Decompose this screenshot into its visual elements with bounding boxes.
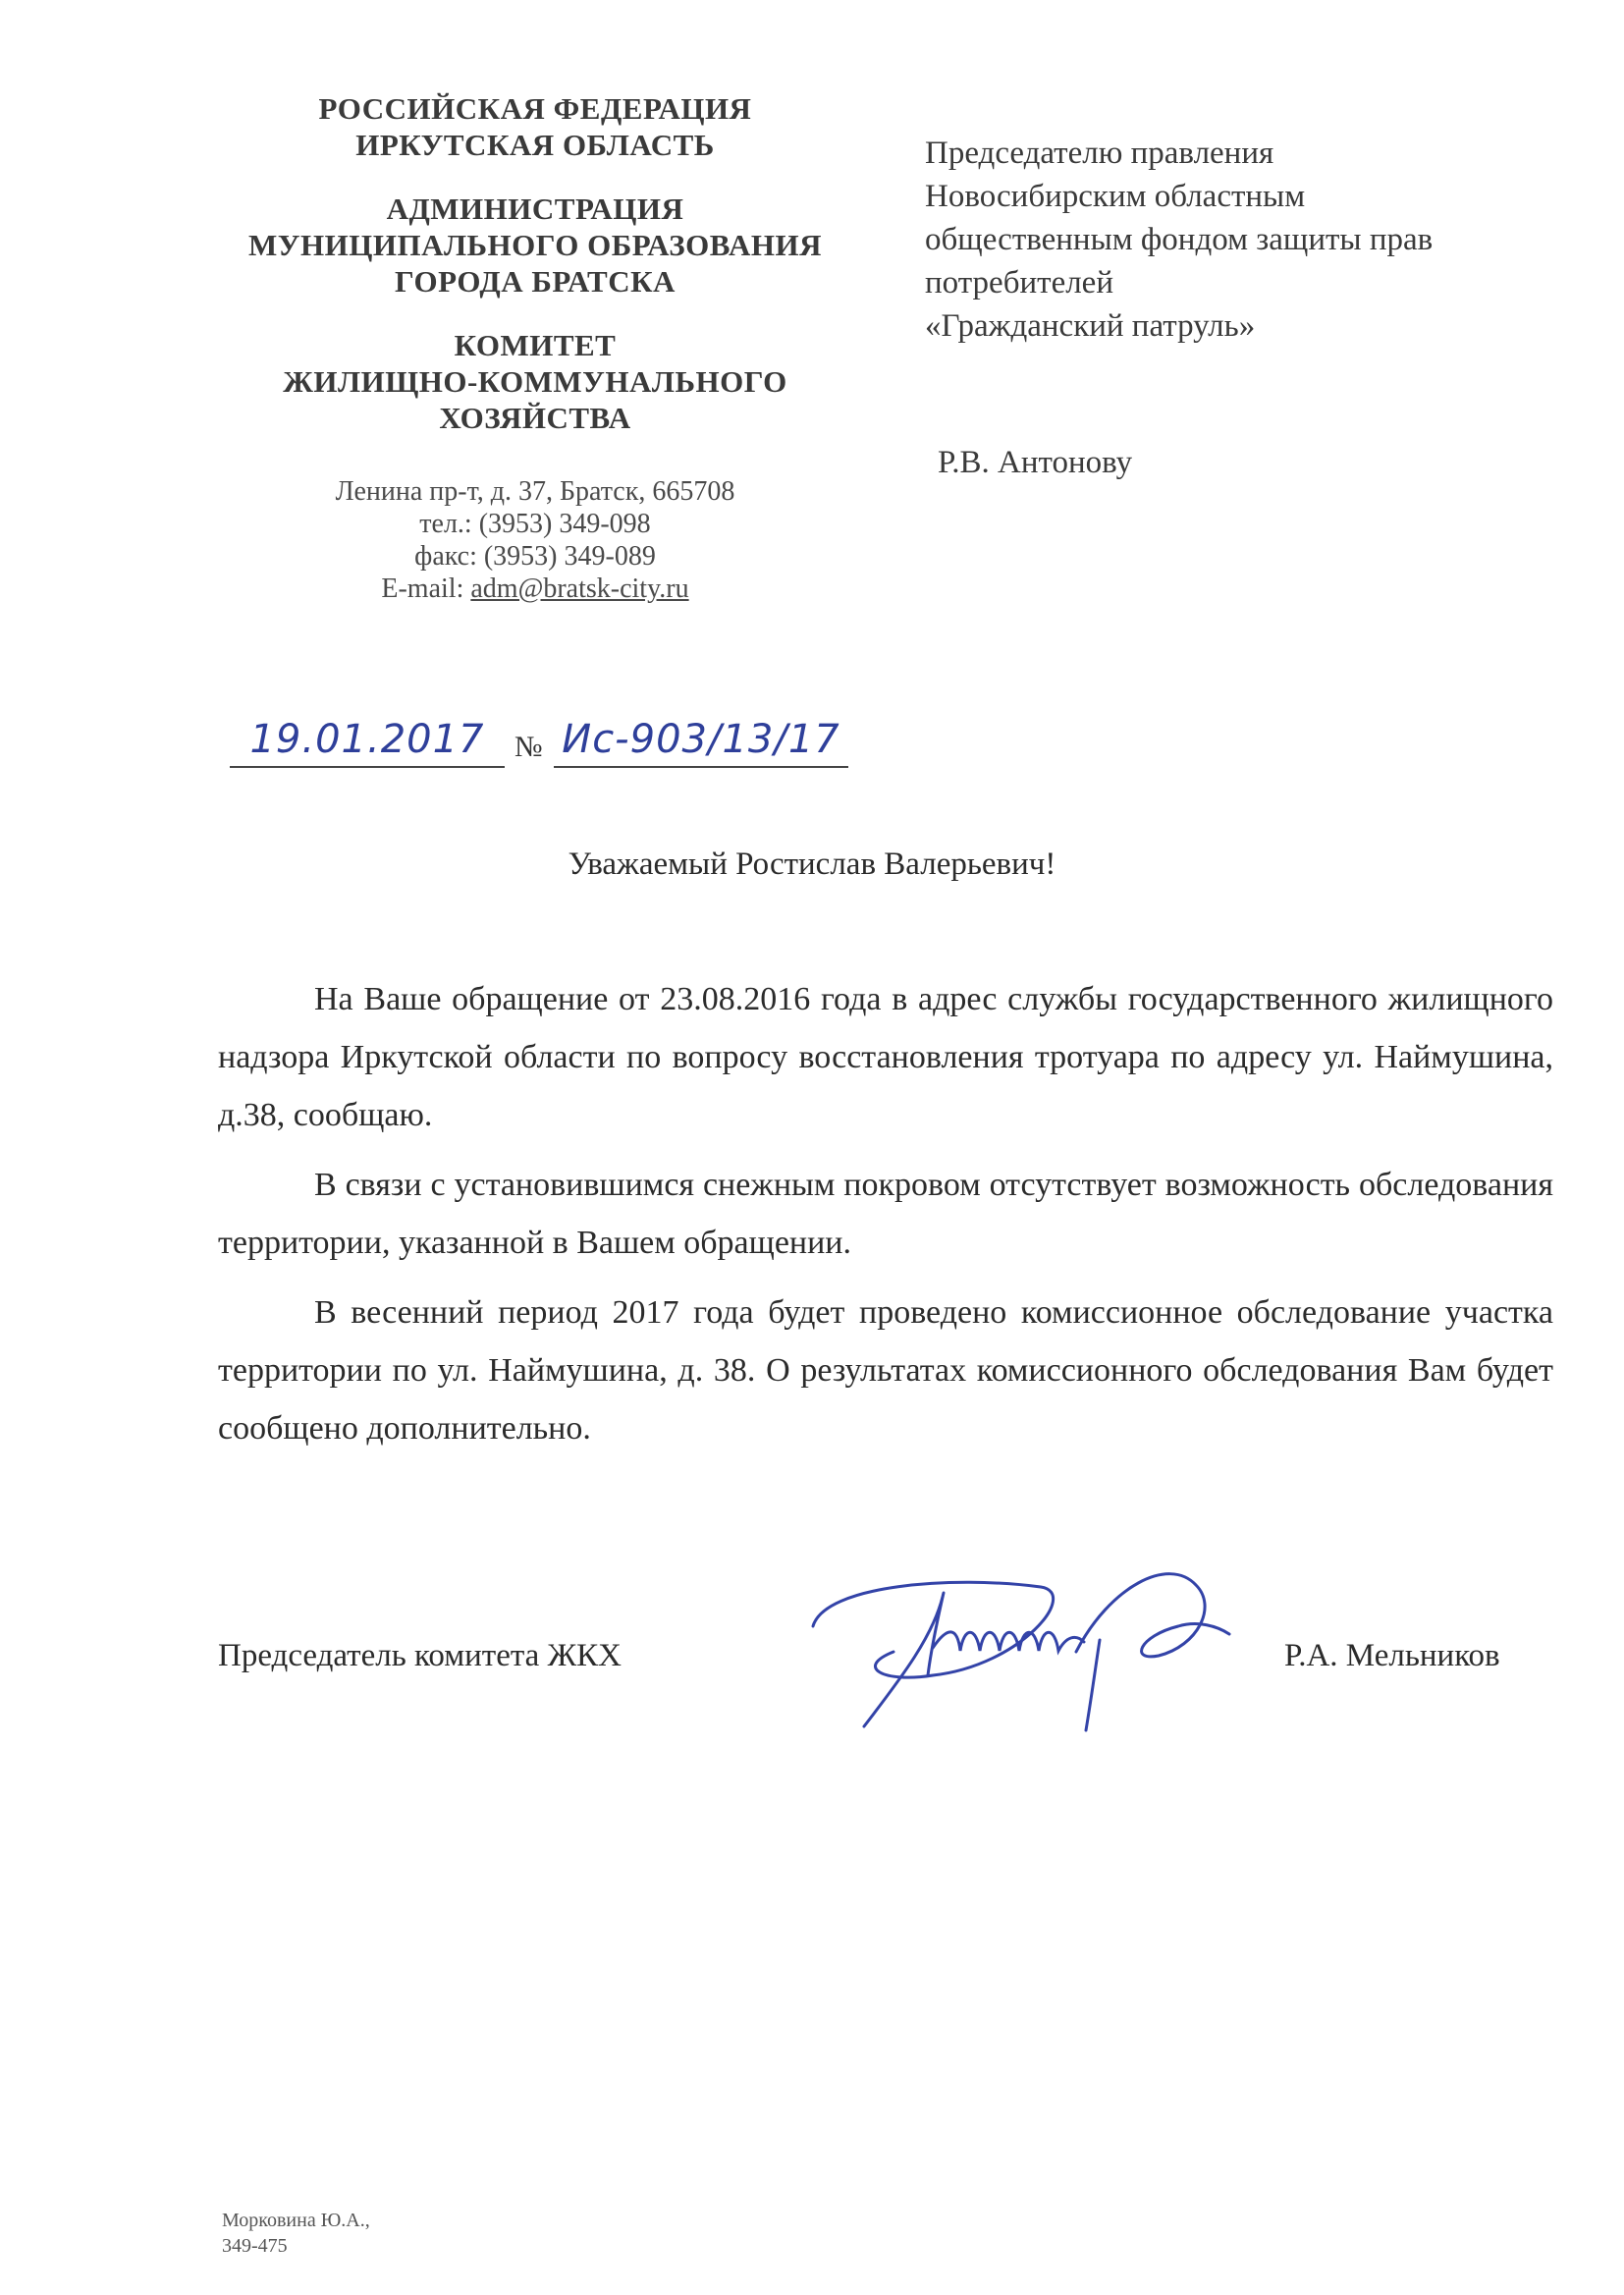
salutation: Уважаемый Ростислав Валерьевич! — [568, 847, 1056, 882]
body-paragraph-3: В весенний период 2017 года будет проведено комиссионное обследование участка территории по ул. Наймушина, д. 38. О результатах комиссионного обследования Вам будет сообщено дополнительно. — [218, 1294, 1553, 1447]
executor-name: Морковина Ю.А., — [222, 2210, 370, 2231]
registration-number: Ис-903/13/17 — [554, 717, 848, 768]
country-block — [187, 90, 884, 163]
letterhead-city: ГОРОДА БРАТСКА — [395, 264, 676, 299]
letter-body — [218, 970, 1553, 1469]
addressee-line-3: общественным фондом защиты прав — [925, 222, 1434, 257]
number-sign: № — [514, 731, 543, 763]
letterhead-country: РОССИЙСКАЯ ФЕДЕРАЦИЯ — [318, 91, 752, 126]
committee-block — [187, 327, 884, 436]
contacts-block — [187, 475, 884, 605]
registration-line — [230, 717, 917, 772]
letterhead-administration: АДМИНИСТРАЦИЯ — [386, 191, 684, 226]
registration-date: 19.01.2017 — [230, 717, 505, 768]
email-label: E-mail: — [381, 574, 471, 604]
addressee-line-5: «Гражданский патруль» — [925, 308, 1256, 344]
address-text: Ленина пр-т, д. 37, Братск, 665708 — [335, 476, 735, 507]
email-link[interactable]: adm@bratsk-city.ru — [470, 574, 689, 604]
phone-text: тел.: (3953) 349-098 — [419, 509, 651, 539]
recipient-name: Р.В. Антонову — [938, 445, 1133, 480]
signature-scribble — [785, 1557, 1257, 1744]
letterhead-committee-housing: ЖИЛИЩНО-КОММУНАЛЬНОГО — [283, 364, 787, 399]
addressee-line-2: Новосибирским областным — [925, 179, 1306, 214]
executor-phone: 349-475 — [222, 2235, 288, 2257]
signatory-name: Р.А. Мельников — [1284, 1638, 1500, 1673]
email-line — [187, 573, 884, 605]
addressee-line-4: потребителей — [925, 265, 1113, 301]
handwritten-signature — [785, 1557, 1257, 1744]
letterhead-municipality: МУНИЦИПАЛЬНОГО ОБРАЗОВАНИЯ — [248, 228, 822, 262]
executor-footer — [222, 2208, 370, 2259]
addressee-line-1: Председателю правления — [925, 136, 1274, 171]
letterhead-committee-economy: ХОЗЯЙСТВА — [439, 401, 631, 435]
body-paragraph-2: В связи с установившимся снежным покровом отсутствует возможность обследования территории, указанной в Вашем обращении. — [218, 1167, 1553, 1261]
fax-text: факс: (3953) 349-089 — [414, 541, 656, 572]
letterhead — [187, 90, 884, 605]
administration-block — [187, 191, 884, 300]
addressee-block — [925, 132, 1553, 348]
letterhead-region: ИРКУТСКАЯ ОБЛАСТЬ — [355, 128, 715, 162]
signatory-title: Председатель комитета ЖКХ — [218, 1638, 622, 1673]
body-paragraph-1: На Ваше обращение от 23.08.2016 года в адрес службы государственного жилищного надзора Иркутской области по вопросу восстановления тротуара по адресу ул. Наймушина, д.38, сообщаю. — [218, 981, 1553, 1133]
letterhead-committee: КОМИТЕТ — [454, 328, 617, 362]
